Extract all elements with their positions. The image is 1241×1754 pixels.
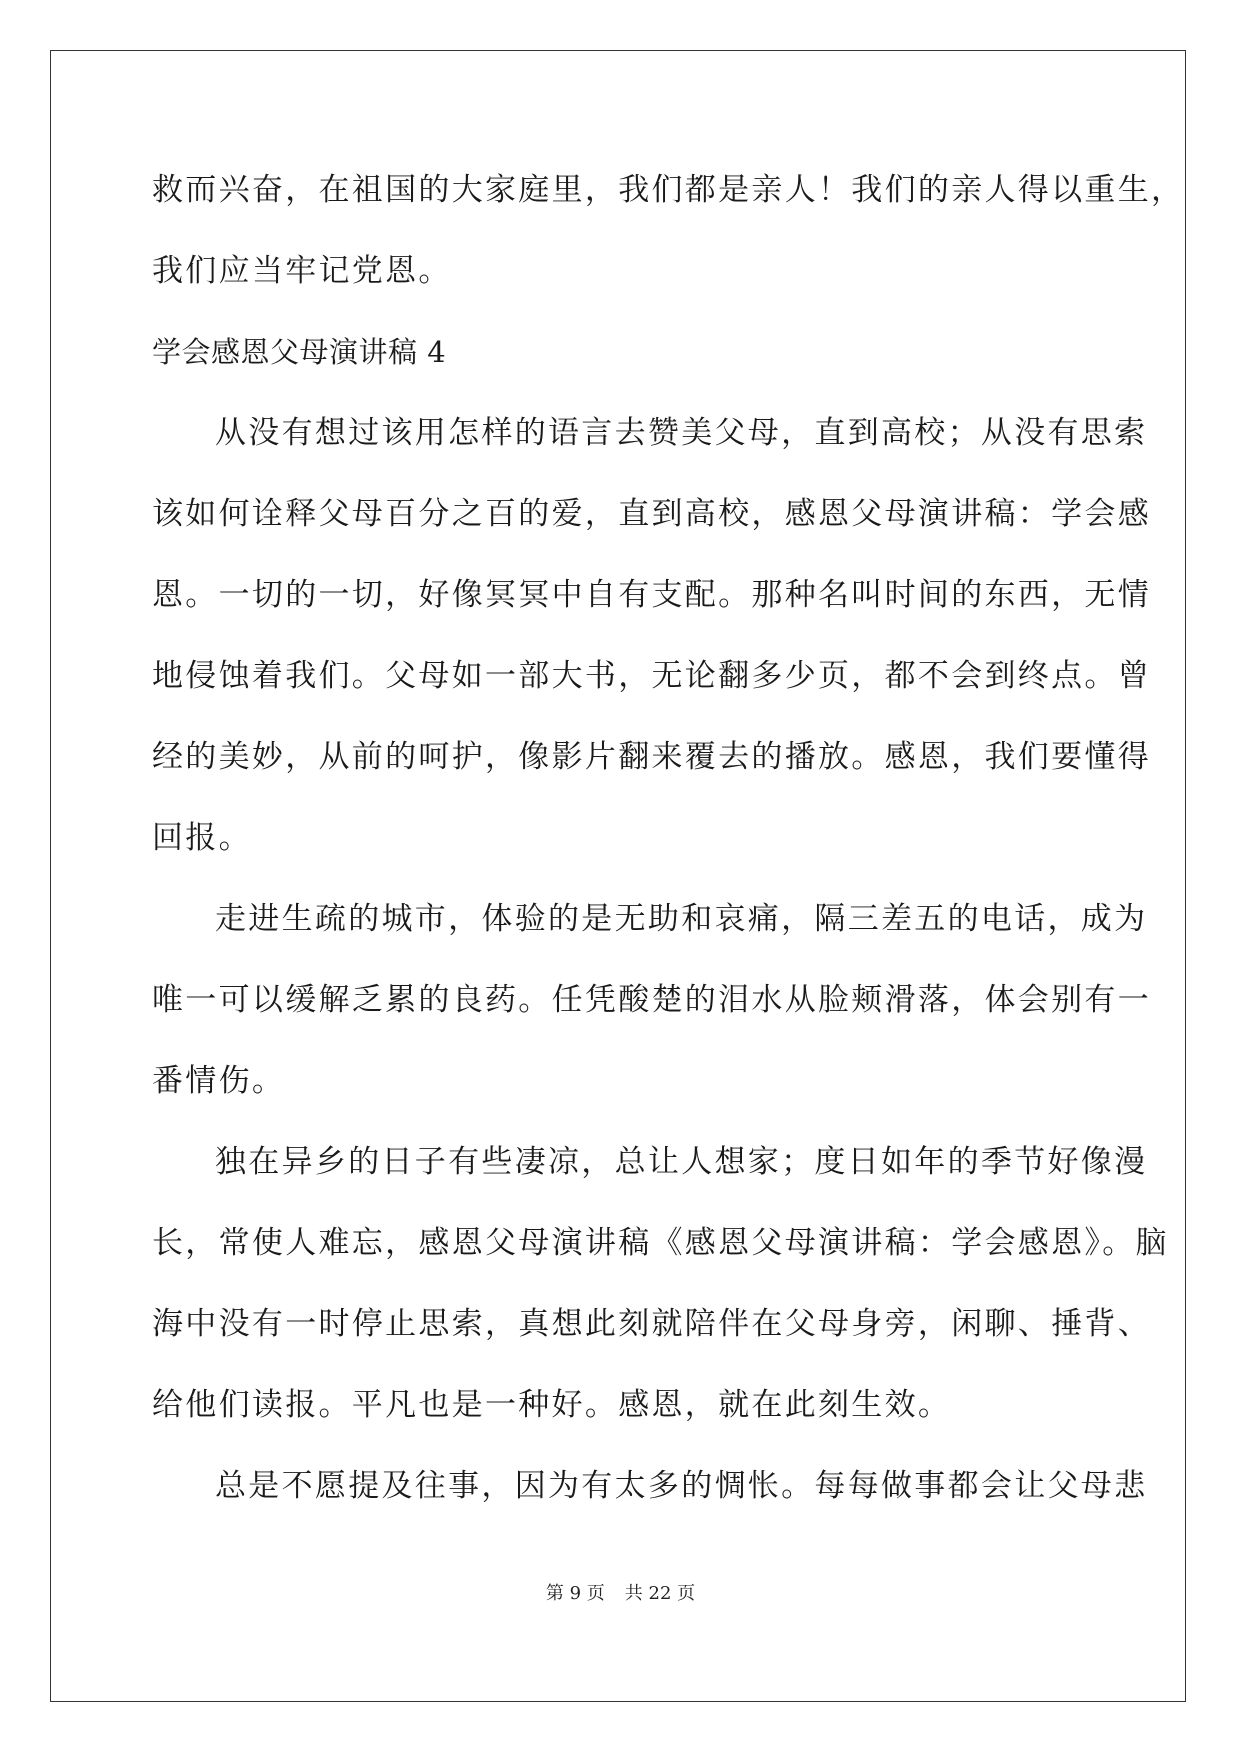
text-line: 我们应当牢记党恩。 bbox=[152, 253, 452, 289]
text-line: 该如何诠释父母百分之百的爱，直到高校，感恩父母演讲稿：学会感 bbox=[152, 496, 1151, 532]
paragraph-first-line: 独在异乡的日子有些凄凉，总让人想家；度日如年的季节好像漫 bbox=[215, 1144, 1148, 1180]
document-body bbox=[152, 160, 1185, 1537]
page-number: 第 9 页 bbox=[545, 1583, 605, 1604]
text-line: 海中没有一时停止思索，真想此刻就陪伴在父母身旁，闲聊、捶背、 bbox=[152, 1306, 1151, 1342]
text-line: 恩。一切的一切，好像冥冥中自有支配。那种名叫时间的东西，无情 bbox=[152, 577, 1151, 613]
page-footer bbox=[0, 1582, 1241, 1606]
text-line: 番情伤。 bbox=[152, 1063, 286, 1099]
paragraph-first-line: 总是不愿提及往事，因为有太多的惆怅。每每做事都会让父母悲 bbox=[215, 1468, 1148, 1504]
text-line: 唯一可以缓解乏累的良药。任凭酸楚的泪水从脸颊滑落，体会别有一 bbox=[152, 982, 1151, 1018]
page-total: 共 22 页 bbox=[624, 1583, 696, 1604]
section-heading: 学会感恩父母演讲稿 4 bbox=[152, 335, 447, 369]
text-line: 经的美妙，从前的呵护，像影片翻来覆去的播放。感恩，我们要懂得 bbox=[152, 739, 1151, 775]
text-line: 回报。 bbox=[152, 820, 252, 856]
paragraph-first-line: 走进生疏的城市，体验的是无助和哀痛，隔三差五的电话，成为 bbox=[215, 901, 1148, 937]
text-line: 给他们读报。平凡也是一种好。感恩，就在此刻生效。 bbox=[152, 1387, 952, 1423]
text-line: 地侵蚀着我们。父母如一部大书，无论翻多少页，都不会到终点。曾 bbox=[152, 658, 1151, 694]
paragraph-first-line: 从没有想过该用怎样的语言去赞美父母，直到高校；从没有思索 bbox=[215, 415, 1148, 451]
text-line: 长，常使人难忘，感恩父母演讲稿《感恩父母演讲稿：学会感恩》。脑 bbox=[152, 1225, 1169, 1261]
text-line: 救而兴奋，在祖国的大家庭里，我们都是亲人！我们的亲人得以重生， bbox=[152, 172, 1185, 208]
